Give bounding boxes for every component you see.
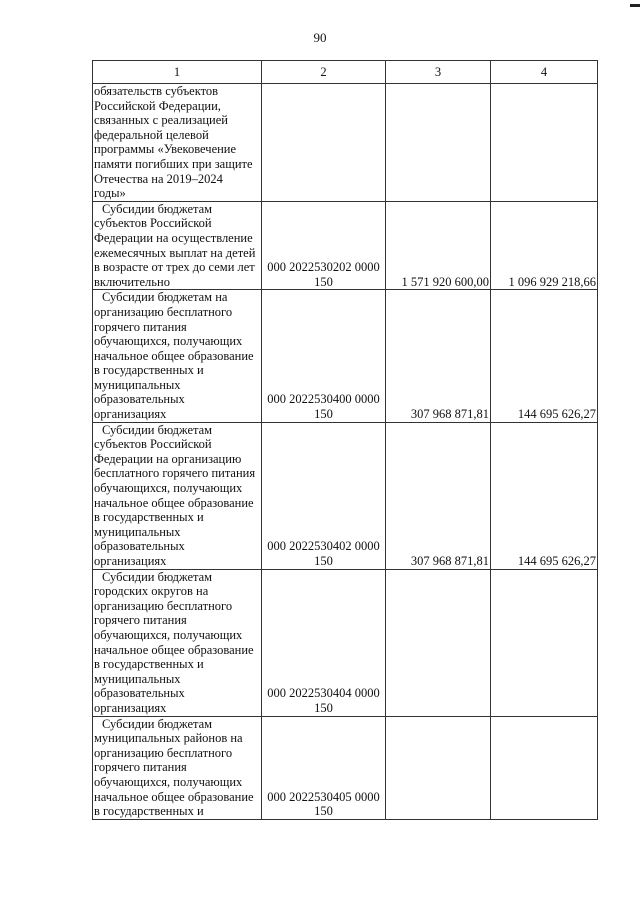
amount-column-3 [386,716,491,819]
amount-column-4 [491,84,598,202]
amount-column-3: 307 968 871,81 [386,290,491,422]
description-line: в государственных и [94,510,204,525]
description-line: Отечества на 2019–2024 [94,171,223,186]
description-line: в государственных и [94,363,204,378]
description-line: организациях [94,407,167,422]
amount-column-4: 1 096 929 218,66 [491,201,598,290]
page-number: 90 [313,30,327,45]
description-line: в государственных и [94,804,204,819]
description-line: начальное общее образование [94,642,254,657]
table-body [93,84,598,820]
description-line: организациях [94,700,167,715]
row-description [93,201,262,290]
corner-mark [630,4,640,7]
budget-code [262,84,386,202]
description-line: связанных с реализацией [94,113,228,128]
description-line: образовательных [94,686,185,701]
description-line: начальное общее образование [94,348,254,363]
description-line: Российской Федерации, [94,98,221,113]
description-line: муниципальных [94,377,181,392]
column-header-2: 2 [262,61,386,84]
amount-column-3 [386,569,491,716]
column-header-4: 4 [491,61,598,84]
description-line: программы «Увековечение [94,142,237,157]
description-line: начальное общее образование [94,789,254,804]
budget-code: 000 2022530202 0000 150 [262,201,386,290]
description-line: субъектов Российской [94,216,212,231]
description-line: образовательных [94,392,185,407]
amount-column-4: 144 695 626,27 [491,422,598,569]
description-line: городских округов на [94,584,209,599]
table-header-row [93,61,598,84]
table-row [93,422,598,569]
description-line: ежемесячных выплат на детей [94,245,256,260]
budget-table [92,60,598,820]
table-row [93,201,598,290]
budget-code: 000 2022530402 0000 150 [262,422,386,569]
description-line: субъектов Российской [94,437,212,452]
description-line: организацию бесплатного [94,598,233,613]
table-row [93,569,598,716]
table-row [93,716,598,819]
description-line: Субсидии бюджетам [102,201,213,216]
description-line: Субсидии бюджетам [102,422,213,437]
description-line: Субсидии бюджетам [102,569,213,584]
description-line: обязательств субъектов [94,84,219,98]
table-row [93,290,598,422]
amount-column-3 [386,84,491,202]
description-line: в государственных и [94,657,204,672]
amount-column-4 [491,569,598,716]
description-line: бесплатного горячего питания [94,466,256,481]
description-line: горячего питания [94,613,187,628]
row-description [93,84,262,202]
description-line: обучающихся, получающих [94,774,243,789]
description-line: Субсидии бюджетам [102,716,213,731]
description-line: горячего питания [94,319,187,334]
description-line: горячего питания [94,760,187,775]
column-header-1: 1 [93,61,262,84]
budget-code: 000 2022530404 0000 150 [262,569,386,716]
amount-column-3: 1 571 920 600,00 [386,201,491,290]
amount-column-3: 307 968 871,81 [386,422,491,569]
description-line: федеральной целевой [94,127,209,142]
description-line: годы» [94,186,126,201]
budget-code: 000 2022530405 0000 150 [262,716,386,819]
description-line: муниципальных [94,524,181,539]
amount-column-4: 144 695 626,27 [491,290,598,422]
row-description [93,290,262,422]
amount-column-4 [491,716,598,819]
description-line: организацию бесплатного [94,745,233,760]
row-description [93,422,262,569]
description-line: в возрасте от трех до семи лет [94,260,255,275]
column-header-3: 3 [386,61,491,84]
description-line: включительно [94,274,170,289]
description-line: муниципальных районов на [94,731,243,746]
table-row [93,84,598,202]
description-line: Федерации на осуществление [94,230,253,245]
description-line: обучающихся, получающих [94,334,243,349]
description-line: обучающихся, получающих [94,481,243,496]
description-line: памяти погибших при защите [94,156,253,171]
row-description [93,569,262,716]
budget-code: 000 2022530400 0000 150 [262,290,386,422]
description-line: начальное общее образование [94,495,254,510]
description-line: организациях [94,554,167,568]
row-description [93,716,262,819]
description-line: обучающихся, получающих [94,627,243,642]
description-line: Субсидии бюджетам на [102,290,228,305]
description-line: образовательных [94,539,185,554]
description-line: Федерации на организацию [94,451,242,466]
description-line: организацию бесплатного [94,304,233,319]
description-line: муниципальных [94,671,181,686]
